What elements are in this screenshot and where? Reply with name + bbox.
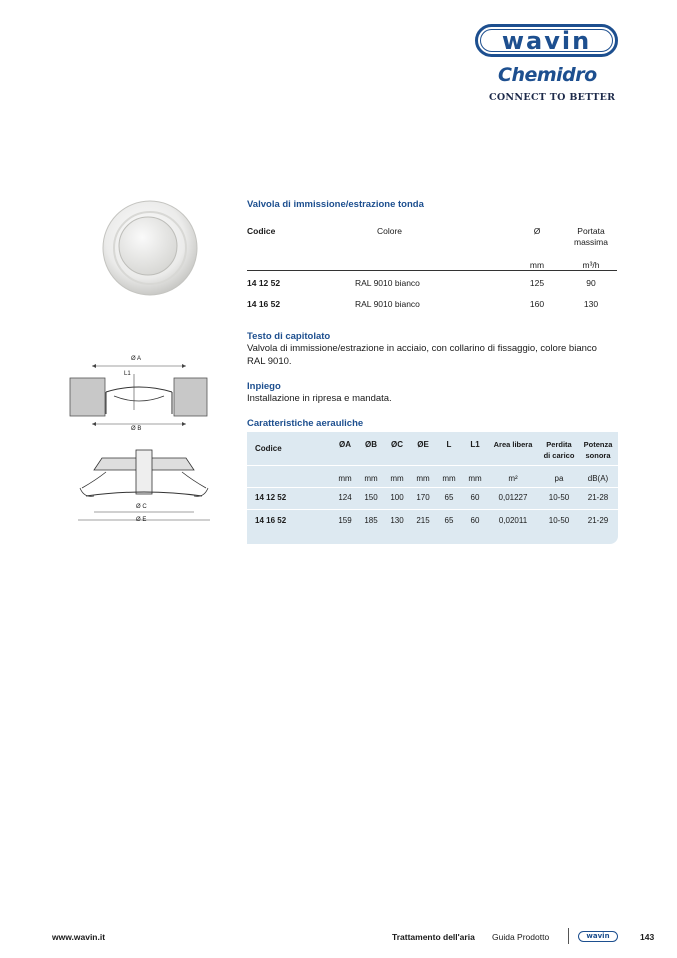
table-divider [247, 270, 617, 271]
aer-cell: 159 [338, 516, 352, 525]
aer-unit: mm [390, 474, 404, 483]
footer-divider [568, 928, 569, 944]
row-colore: RAL 9010 bianco [355, 299, 420, 309]
aer-unit: pa [554, 474, 564, 483]
aer-cell: 21-29 [587, 516, 609, 525]
aer-cell: 215 [416, 516, 430, 525]
label-diam-c: Ø C [136, 504, 147, 510]
row-portata: 130 [583, 299, 599, 309]
aer-cell: 60 [470, 516, 480, 525]
aer-header-sonora: sonora [585, 451, 611, 460]
aer-cell: 185 [364, 516, 378, 525]
aer-cell: 10-50 [548, 516, 570, 525]
row-portata: 90 [586, 278, 596, 288]
aer-unit: mm [416, 474, 430, 483]
aer-header-codice: Codice [255, 444, 282, 453]
aer-header-perdita: Perdita [546, 440, 572, 449]
row-colore: RAL 9010 bianco [355, 278, 420, 288]
aer-unit: m² [508, 474, 518, 483]
header-portata: Portata [577, 226, 605, 236]
aer-unit: mm [364, 474, 378, 483]
logo-inner-ring [480, 26, 613, 55]
impiego-text: Installazione in ripresa e mandata. [247, 393, 392, 404]
aer-cell: 124 [338, 493, 352, 502]
header-massima: massima [573, 237, 608, 247]
aer-cell: 10-50 [548, 493, 570, 502]
aer-unit: dB(A) [587, 474, 609, 483]
header-codice: Codice [247, 226, 276, 236]
aer-unit: mm [468, 474, 482, 483]
wavin-logo [475, 24, 618, 57]
footer-guide: Guida Prodotto [492, 932, 550, 942]
aer-unit: mm [442, 474, 456, 483]
header-colore: Colore [377, 226, 403, 236]
product-title: Valvola di immissione/estrazione tonda [247, 199, 424, 210]
row-diam: 160 [529, 299, 545, 309]
aer-header-b: ØB [365, 440, 377, 449]
aer-header-c: ØC [391, 440, 403, 449]
mount-drawing [76, 448, 212, 524]
aer-header-l: L [446, 440, 452, 449]
chemidro-brand: Chemidro [498, 64, 597, 86]
logo-text: wavin [501, 26, 592, 55]
row-codice: 14 12 52 [247, 278, 281, 288]
aer-separator [247, 509, 618, 510]
footer-section: Trattamento dell'aria [392, 932, 475, 942]
label-l1: L1 [124, 371, 131, 377]
aer-cell: 21-28 [587, 493, 609, 502]
aer-header-a: ØA [339, 440, 351, 449]
tagline: CONNECT TO BETTER [489, 92, 616, 103]
unit-mm: mm [529, 260, 545, 270]
aer-header-area: Area libera [493, 440, 533, 449]
aer-header-potenza: Potenza [583, 440, 613, 449]
unit-portata: m³/h [582, 260, 600, 270]
row-codice: 14 16 52 [247, 299, 281, 309]
header-diam: Ø [533, 226, 541, 236]
aer-cell: 150 [364, 493, 378, 502]
page-number: 143 [640, 932, 655, 942]
aer-cell: 0,01227 [498, 493, 528, 502]
aer-cell: 65 [444, 516, 454, 525]
aer-cell: 65 [444, 493, 454, 502]
label-diam-e: Ø E [136, 517, 147, 523]
aer-cell: 130 [390, 516, 404, 525]
label-diam-a: Ø A [131, 356, 142, 362]
aer-row-codice: 14 12 52 [255, 493, 287, 502]
aer-separator [247, 487, 618, 488]
capitolato-text-1: Valvola di immissione/estrazione in acciaio, con collarino di fissaggio, colore bianco [247, 343, 597, 354]
footer-logo-text: wavin [586, 932, 610, 940]
aer-cell: 60 [470, 493, 480, 502]
aer-header-e: ØE [417, 440, 429, 449]
aer-header-carico: di carico [543, 451, 575, 460]
footer-url[interactable]: www.wavin.it [52, 932, 106, 942]
label-diam-b: Ø B [131, 426, 142, 432]
aer-cell: 170 [416, 493, 430, 502]
aer-unit: mm [338, 474, 352, 483]
row-diam: 125 [529, 278, 545, 288]
aer-separator [247, 465, 618, 466]
aer-cell: 0,02011 [498, 516, 528, 525]
capitolato-title: Testo di capitolato [247, 331, 331, 342]
aer-header-l1: L1 [470, 440, 480, 449]
caratteristiche-title: Caratteristiche aerauliche [247, 418, 364, 429]
impiego-title: Inpiego [247, 381, 281, 392]
aer-row-codice: 14 16 52 [255, 516, 287, 525]
valve-photo [100, 198, 200, 298]
capitolato-text-2: RAL 9010. [247, 356, 292, 367]
footer-logo [578, 931, 618, 942]
section-drawing [66, 352, 212, 436]
aer-cell: 100 [390, 493, 404, 502]
aeraulic-table [247, 432, 618, 544]
